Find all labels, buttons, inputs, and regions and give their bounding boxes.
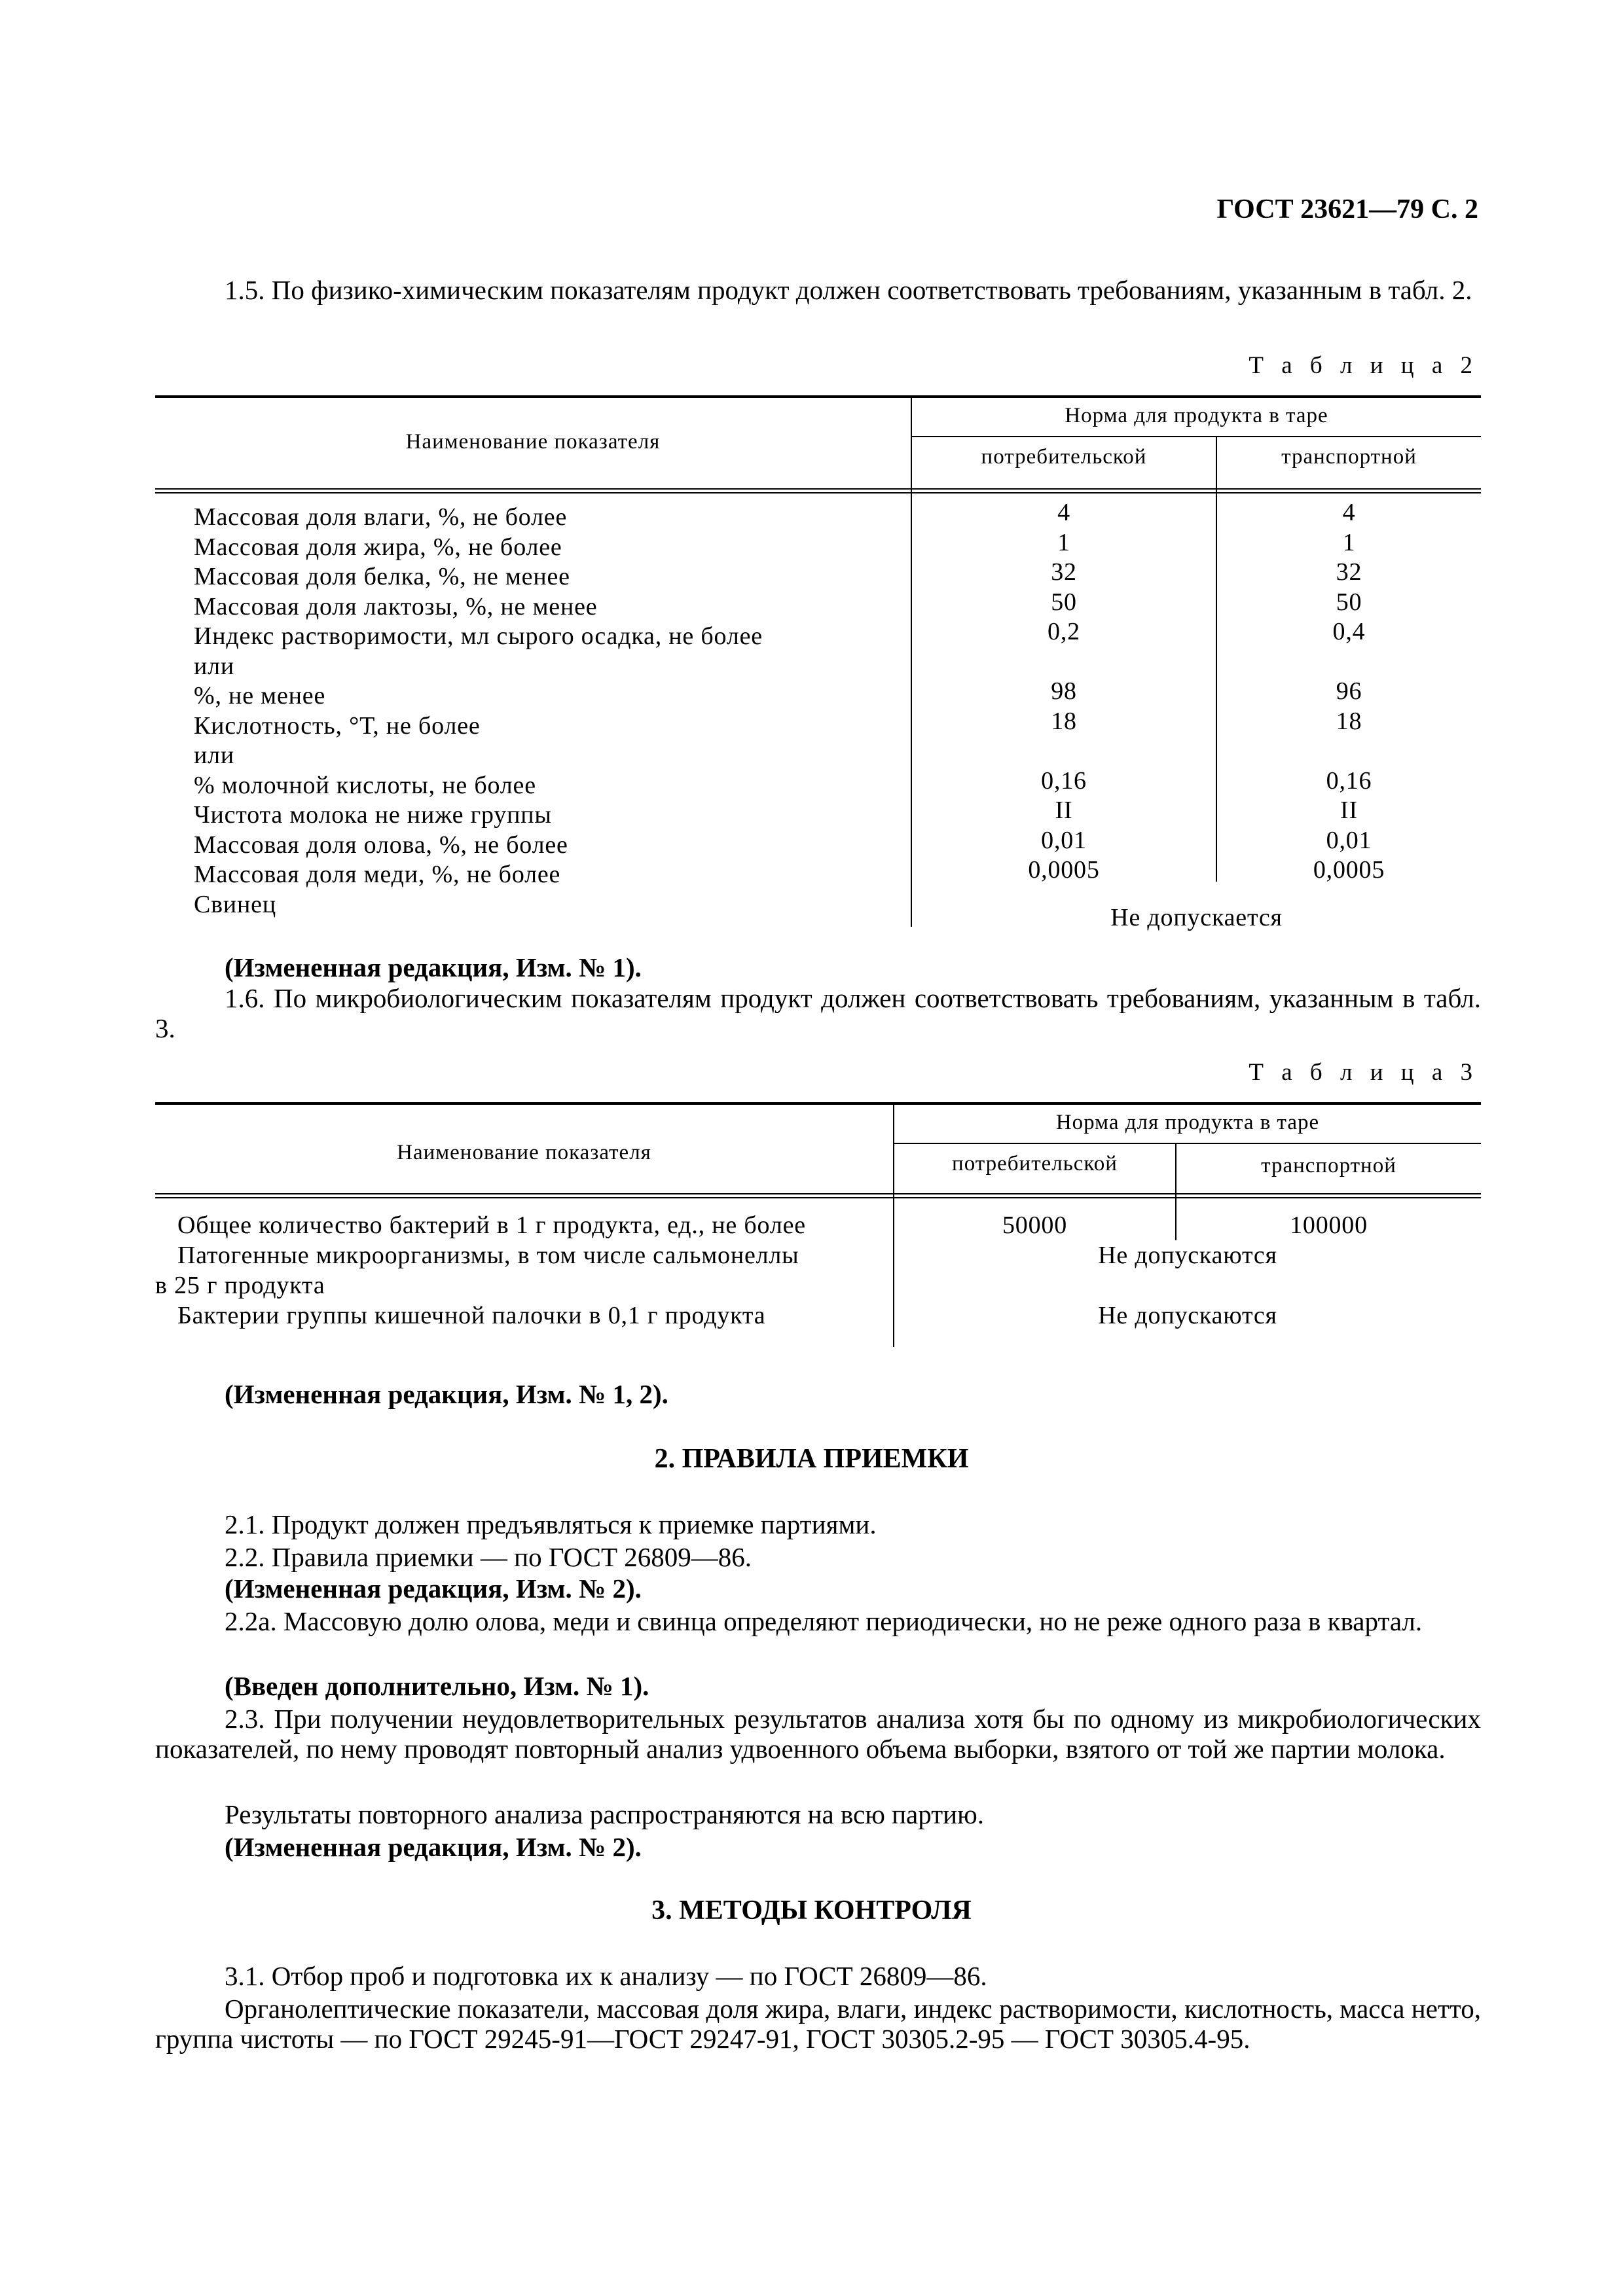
paragraph-3-1: 3.1. Отбор проб и подготовка их к анализу — по ГОСТ 26809—86. [225,1961,987,1991]
table2-row-consumer: 0,0005 [1028,856,1100,884]
table2-row-name: или [194,653,235,680]
table2-row-transport: 1 [1342,529,1356,556]
table2-row-name: Свинец [194,891,276,918]
note-amended-1: (Измененная редакция, Изм. № 1). [225,952,642,982]
table2-col-transport: транспортной [1281,445,1417,469]
table3-col-transport: транспортной [1261,1154,1396,1177]
paragraph-1-5: 1.5. По физико-химическим показателям продукт должен соответствовать требованиям, указанным в табл. 2. [225,275,1472,305]
table3-row1-name: Общее количество бактерий в 1 г продукта, ед., не более [177,1211,806,1239]
table2-row-consumer: 50 [1051,588,1077,616]
table2-row-consumer: 4 [1057,499,1070,526]
note-amended-2b: (Измененная редакция, Изм. № 2). [225,1832,642,1862]
table3-row2-value: Не допускаются [1098,1242,1277,1269]
section-3-title: 3. МЕТОДЫ КОНТРОЛЯ [651,1895,972,1926]
table2-row-name: или [194,742,235,769]
table3-top-rule [155,1102,1481,1105]
table2-header-rule-1 [155,488,1481,490]
table2-row-name: Массовая доля меди, %, не более [194,861,561,888]
table3-header-rule-2 [155,1197,1481,1198]
table2-row-transport: 0,0005 [1313,856,1385,884]
table2-row-consumer: 0,16 [1041,767,1087,795]
table2-row-transport: 0,4 [1332,618,1366,645]
table2-row-name: Массовая доля лактозы, %, не менее [194,593,598,620]
table2-lead-value: Не допускается [1110,904,1283,931]
paragraph-2-1: 2.1. Продукт должен предъявляться к приемке партиями. [225,1509,877,1539]
table2-row-name: Массовая доля олова, %, не более [194,831,568,859]
table3-col-name: Наименование показателя [397,1141,651,1164]
table2-row-name: Индекс растворимости, мл сырого осадка, не более [194,622,763,650]
table2-col-consumer: потребительской [981,445,1147,469]
table2-row-name: Массовая доля влаги, %, не более [194,503,568,531]
table2-row-consumer: 98 [1051,677,1077,705]
table3-row3-value: Не допускаются [1098,1302,1277,1329]
table3-col-consumer: потребительской [952,1152,1118,1175]
table2-row-consumer: 0,2 [1048,618,1080,645]
page-header: ГОСТ 23621—79 С. 2 [1216,194,1478,224]
table2-row-consumer: 1 [1057,529,1070,556]
note-amended-2a: (Измененная редакция, Изм. № 2). [225,1573,642,1604]
table2-row-transport: 0,01 [1326,827,1372,854]
table3-group-rule [894,1143,1481,1144]
table2-col-group: Норма для продукта в таре [1065,404,1328,427]
table2-row-name: Массовая доля жира, %, не более [194,533,562,561]
table3-row3-name: Бактерии группы кишечной палочки в 0,1 г продукта [177,1302,766,1329]
table3-col-group: Норма для продукта в таре [1055,1111,1320,1134]
table2-row-transport: 0,16 [1326,767,1372,795]
table3-row1-consumer: 50000 [1002,1211,1067,1239]
table2-row-transport: 18 [1336,708,1362,735]
note-amended-1-2: (Измененная редакция, Изм. № 1, 2). [225,1379,668,1409]
table2-row-name: % молочной кислоты, не более [194,772,536,799]
table2-row-consumer: 32 [1051,558,1077,586]
table2-row-name: %, не менее [194,682,326,709]
table2-row-transport: II [1340,797,1358,824]
table2-caption: Т а б л и ц а 2 [1249,352,1478,379]
note-introduced-1: (Введен дополнительно, Изм. № 1). [225,1671,649,1701]
table2-top-rule [155,395,1481,398]
table2-header-rule-2 [155,492,1481,493]
paragraph-2-2a: 2.2а. Массовую долю олова, меди и свинца определяют периодически, но не реже одного раза в квартал. [225,1606,1423,1636]
paragraph-2-3-results: Результаты повторного анализа распространяются на всю партию. [225,1799,984,1829]
table2-col-name: Наименование показателя [405,430,661,454]
table2-row-name: Кислотность, °Т, не более [194,712,481,740]
table2-row-transport: 4 [1342,499,1356,526]
paragraph-2-3: 2.3. При получении неудовлетворительных результатов анализа хотя бы по одному из микробиологических показателей, по нему проводят повторный анализ удвоенного объема выборки, взятого от той же партии молока. [155,1704,1481,1764]
table2-row-name: Чистота молока не ниже группы [194,801,552,829]
table3-row2-name-line2: в 25 г продукта [155,1272,325,1299]
table3-row1-transport: 100000 [1290,1211,1368,1239]
table2-row-name: Массовая доля белка, %, не менее [194,563,570,590]
table3-row2-name-line1: Патогенные микроорганизмы, в том числе сальмонеллы [177,1242,799,1269]
paragraph-3-1-methods: Органолептические показатели, массовая доля жира, влаги, индекс растворимости, кислотность, масса нетто, группа чистоты — по ГОСТ 29245-91—ГОСТ 29247-91, ГОСТ 30305.2-95 — ГОСТ 30305.4-95. [155,1994,1481,2054]
table2-row-transport: 50 [1336,588,1362,616]
table2-row-transport: 32 [1336,558,1362,586]
table3-header-rule-1 [155,1193,1481,1194]
paragraph-1-6: 1.6. По микробиологическим показателям продукт должен соответствовать требованиям, указанным в табл. 3. [155,983,1481,1043]
table2-group-rule [911,436,1481,437]
section-2-title: 2. ПРАВИЛА ПРИЕМКИ [654,1444,969,1474]
table3-caption: Т а б л и ц а 3 [1249,1059,1478,1086]
table2-row-consumer: 18 [1051,708,1077,735]
table2-row-transport: 96 [1336,677,1362,705]
table2-row-consumer: 0,01 [1041,827,1087,854]
table2-row-consumer: II [1055,797,1073,824]
paragraph-2-2: 2.2. Правила приемки — по ГОСТ 26809—86. [225,1542,752,1572]
